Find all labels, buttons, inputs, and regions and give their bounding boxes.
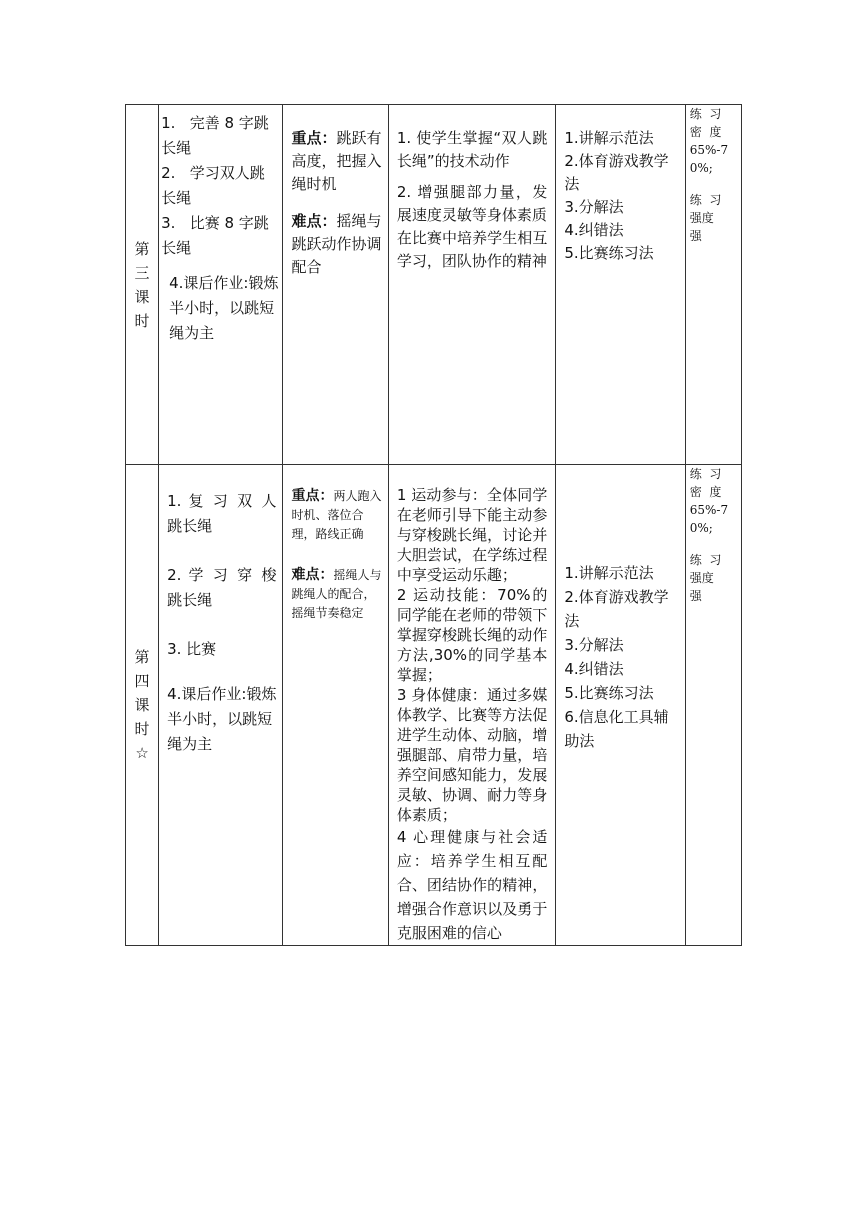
goal-item: 在比赛中培养学生相互学习，团队协作的精神 [396, 229, 548, 270]
method-item: 3.分解法 [564, 198, 624, 216]
table-row [126, 105, 742, 465]
goal-item: 4 心理健康与社会适应：培养学生相互配合、团结协作的精神，增强合作意识以及勇于克服困难的信心 [396, 828, 548, 942]
period-cell [126, 105, 159, 465]
method-item: 4.纠错法 [564, 660, 624, 678]
method-item: 3.分解法 [564, 636, 624, 654]
density-line: 65%-7 [689, 503, 729, 517]
density-line: 密 度 [689, 485, 722, 499]
difficulty-label: 难点： [291, 567, 334, 583]
density-line: 练 习 [689, 467, 722, 481]
goals-cell [388, 105, 556, 465]
difficulty [291, 566, 381, 623]
density-line: 练 习 [689, 553, 722, 567]
density-line: 密 度 [689, 125, 722, 139]
key-points-cell [283, 465, 388, 946]
density-cell [685, 465, 741, 946]
key-point-text: 两人跑入时机、落位合理，路线正确 [291, 489, 382, 541]
content-item: 3. 比赛 [167, 640, 217, 658]
density-line: 0%; [689, 521, 713, 535]
goals-cell [388, 465, 556, 946]
density-cell [685, 105, 741, 465]
goal-item: 1. 使学生掌握“双人跳长绳”的技术动作 [396, 129, 548, 170]
difficulty-text: 摇绳与跳跃动作协调配合 [291, 212, 382, 276]
period-char: 三 [134, 263, 150, 282]
methods-cell [556, 465, 685, 946]
period-char: 课 [134, 696, 150, 714]
difficulty-text: 摇绳人与跳绳人的配合，摇绳节奏稳定 [291, 568, 382, 620]
goal-item: 3 身体健康：通过多媒体教学、比赛等方法促进学生动体、动脑，增强腿部、肩带力量，培养空间感知能力，发展灵敏、协调、耐力等身体素质； [396, 686, 548, 824]
content-item: 3. 比赛 8 字跳长绳 [161, 214, 269, 257]
period-char: 第 [134, 648, 150, 666]
density-line: 0%; [689, 161, 713, 175]
method-item: 1.讲解示范法 [564, 129, 654, 147]
period-char: 时 [134, 720, 150, 738]
content-item: 4.课后作业:锻炼半小时，以跳短绳为主 [167, 685, 277, 753]
key-point-text: 跳跃有高度，把握入绳时机 [291, 129, 382, 193]
method-item: 1.讲解示范法 [564, 564, 654, 582]
period-char: 四 [134, 672, 150, 690]
density-line: 强度 [689, 571, 714, 585]
method-item: 6.信息化工具辅助法 [564, 708, 669, 750]
methods-cell [556, 105, 685, 465]
content-item: 2. 学习双人跳长绳 [161, 164, 265, 207]
content-cell [159, 105, 283, 465]
content-item: 2. 学 习 穿 梭 跳长绳 [167, 566, 277, 609]
key-point [291, 487, 381, 544]
method-item: 5.比赛练习法 [564, 244, 654, 262]
method-item: 2.体育游戏教学法 [564, 152, 669, 193]
period-cell [126, 465, 159, 946]
goal-item: 1 运动参与：全体同学在老师引导下能主动参与穿梭跳长绳，讨论并大胆尝试，在学练过程中享受运动乐趣； [396, 486, 548, 584]
method-item: 2.体育游戏教学法 [564, 588, 669, 630]
period-char: 第 [134, 239, 150, 258]
density-line: 练 习 [689, 193, 722, 207]
key-point [291, 127, 381, 196]
density-line: 强 [689, 229, 702, 243]
difficulty [291, 210, 381, 279]
density-line: 强 [689, 589, 702, 603]
goal-item: 2 运动技能：70%的同学能在老师的带领下掌握穿梭跳长绳的动作方法,30%的同学基本掌握； [396, 586, 548, 684]
density-line: 65%-7 [689, 143, 729, 157]
period-char: 时 [134, 311, 150, 330]
method-item: 5.比赛练习法 [564, 684, 654, 702]
content-cell [159, 465, 283, 946]
density-line [690, 177, 741, 191]
content-item: 1. 复 习 双 人 跳长绳 [167, 492, 277, 535]
difficulty-label: 难点： [291, 212, 337, 230]
content-item: 1. 完善 8 字跳长绳 [161, 114, 269, 157]
density-line [690, 537, 741, 551]
period-char: 课 [134, 287, 150, 306]
density-line: 强度 [689, 211, 714, 225]
key-point-label: 重点： [291, 488, 334, 504]
table-row [126, 465, 742, 946]
lesson-plan-table [125, 104, 742, 946]
star-symbol: ☆ [135, 744, 149, 762]
key-point-label: 重点： [291, 129, 337, 147]
content-item: 4.课后作业:锻炼半小时，以跳短绳为主 [169, 274, 279, 342]
density-line: 练 习 [689, 107, 722, 121]
goal-item: 2. 增强腿部力量，发展速度灵敏等身体素质 [396, 183, 548, 224]
method-item: 4.纠错法 [564, 221, 624, 239]
key-points-cell [283, 105, 388, 465]
